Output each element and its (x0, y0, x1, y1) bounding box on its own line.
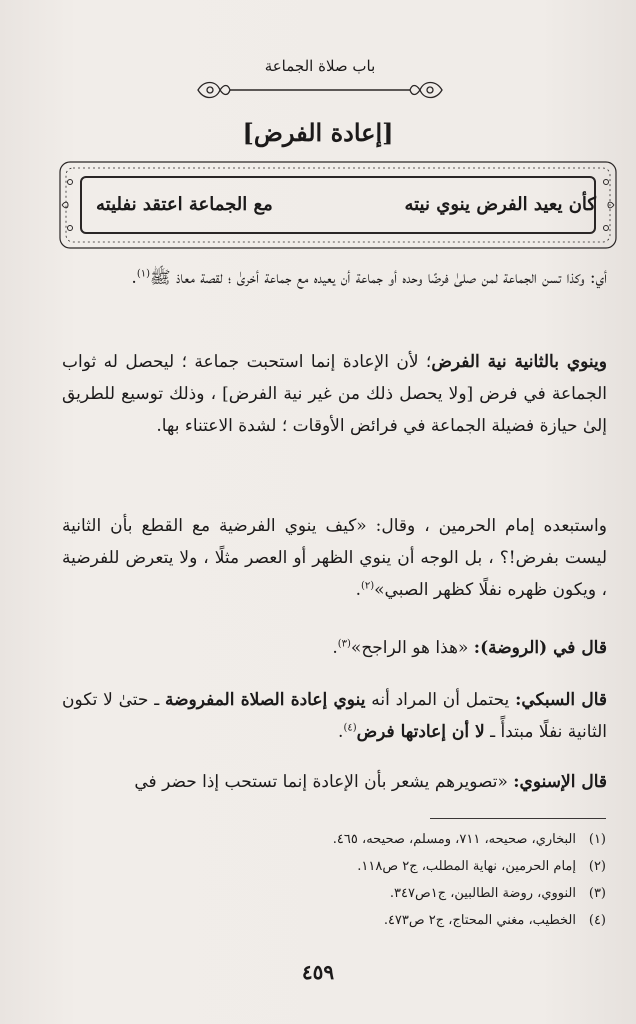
paragraph-5-end: . (338, 722, 344, 742)
footnote-text: البخاري، صحيحه، ٧١١، ومسلم، صحيحه، ٤٦٥. (332, 832, 576, 847)
paragraph-5-emphasis: ينوي إعادة الصلاة المفروضة (164, 690, 366, 710)
paragraph-5-middle: ـ حتىٰ لا تكون الثانية نفلًا مبتدأً ـ (62, 690, 607, 742)
paragraph-6 (62, 766, 607, 798)
section-heading: [إعادة الفرض] (242, 118, 394, 147)
footnote-divider (430, 818, 606, 819)
footnote-text: النووي، روضة الطالبين، ج١ص٣٤٧. (389, 886, 576, 901)
page-number: ٤٥٩ (301, 960, 335, 984)
footnote-number: (٤) (588, 913, 606, 928)
footnotes (120, 826, 606, 934)
paragraph-4 (62, 632, 607, 664)
paragraph-3 (62, 510, 607, 606)
footnote-text: الخطيب، مغني المحتاج، ج٢ ص٤٧٣. (383, 913, 576, 928)
header-ornament-icon (190, 78, 450, 102)
footnote-item (120, 907, 606, 934)
paragraph-1 (62, 262, 607, 294)
paragraph-3-end: . (355, 580, 361, 600)
running-header (190, 56, 450, 102)
footnote-number: (٢) (588, 859, 606, 874)
footnote-item (120, 880, 606, 907)
footnote-item (120, 853, 606, 880)
verse-second-hemistich: مع الجماعة اعتقد نفليته (96, 194, 273, 215)
paragraph-6-text: «تصويرهم يشعر بأن الإعادة إنما تستحب إذا حضر في (134, 772, 508, 792)
verse-first-hemistich: كأن يعيد الفرض ينوي نيته (404, 194, 596, 215)
footnote-item (120, 826, 606, 853)
footnote-number: (٣) (588, 886, 606, 901)
paragraph-5-emphasis-2: لا أن إعادتها فرض (356, 722, 485, 742)
paragraph-4-end: . (332, 638, 338, 658)
paragraph-5-text: يحتمل أن المراد أنه (371, 690, 510, 710)
footnote-ref-4: (٤) (343, 722, 357, 734)
footnote-number: (١) (588, 832, 606, 847)
footnote-ref-3: (٣) (337, 638, 351, 650)
running-title: باب صلاة الجماعة (264, 57, 376, 75)
paragraph-1-text: أي: وكذا تسن الجماعة لمن صلىٰ فرضًا وحده أو جماعة أن يعيده مع جماعة أخرىٰ ؛ لقصة معاذ ﷺ (150, 268, 607, 288)
paragraph-1-end: . (131, 268, 137, 288)
paragraph-2-text: ؛ لأن الإعادة إنما استحبت جماعة ؛ ليحصل له ثواب الجماعة في فرض [ولا يحصل ذلك من غير نية الفرض] ، وذلك توسيع للطريق إلىٰ حيازة فضيلة الجماعة في فرائض الأوقات ؛ لشدة الاعتناء بها. (62, 352, 607, 436)
paragraph-2-lead: وينوي بالثانية نية الفرض (431, 352, 608, 372)
paragraph-3-text: واستبعده إمام الحرمين ، وقال: «كيف ينوي الفرضية مع القطع بأن الثانية ليست بفرض!؟ ، بل الوجه أن ينوي الظهر أو العصر مثلًا ، ولا يتعرض للفرضية ، ويكون ظهره نفلًا كظهر الصبي» (62, 516, 607, 600)
paragraph-4-lead: قال في (الروضة): (473, 638, 607, 658)
paragraph-5 (62, 684, 607, 748)
paragraph-5-lead: قال السبكي: (515, 690, 608, 710)
footnote-text: إمام الحرمين، نهاية المطلب، ج٢ ص١١٨. (357, 859, 576, 874)
footnote-ref-1: (١) (136, 268, 150, 280)
footnote-ref-2: (٢) (360, 580, 375, 592)
paragraph-6-lead: قال الإسنوي: (513, 772, 607, 792)
paragraph-2 (62, 346, 607, 442)
paragraph-4-text: «هذا هو الراجح» (350, 638, 469, 658)
